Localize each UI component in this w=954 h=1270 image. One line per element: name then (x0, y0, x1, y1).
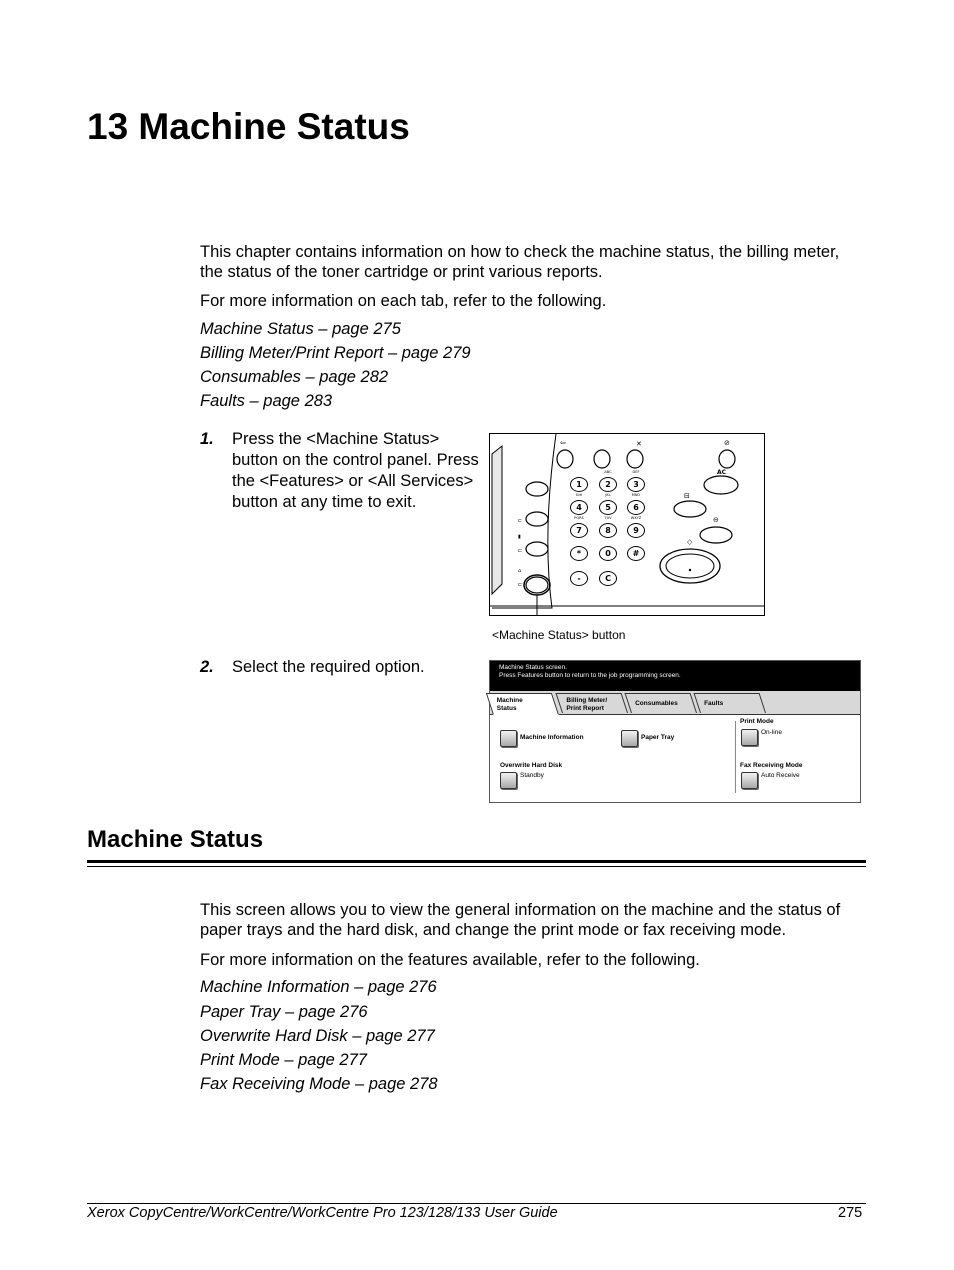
keypad-key[interactable]: 4 (570, 500, 588, 515)
svg-text:⊏: ⊏ (518, 548, 523, 554)
link-fax-receiving-mode[interactable]: Fax Receiving Mode – page 278 (200, 1075, 438, 1093)
intro-link-billing-meter[interactable]: Billing Meter/Print Report – page 279 (200, 344, 471, 362)
step-1-text: Press the <Machine Status> button on the control panel. Press the <Features> or <All Services> button at any time to exit. (232, 430, 479, 511)
start-button[interactable] (660, 549, 720, 583)
fax-receiving-mode-value: Auto Receive (761, 772, 800, 779)
svg-text:⇦: ⇦ (560, 439, 566, 447)
svg-text:⊟: ⊟ (684, 492, 690, 500)
intro-link-consumables[interactable]: Consumables – page 282 (200, 368, 389, 386)
keypad-key[interactable]: 7 (570, 523, 588, 538)
keypad-key-letters: MNO (631, 493, 641, 497)
machine-information-button[interactable] (500, 730, 517, 747)
keypad-key[interactable]: 3 (627, 477, 645, 492)
keypad-key[interactable]: 6 (627, 500, 645, 515)
keypad-key-letters: GHI (575, 493, 583, 497)
tab-bar (490, 691, 860, 715)
print-mode-button[interactable] (741, 729, 758, 746)
interrupt-button[interactable] (674, 501, 706, 517)
svg-text:✕: ✕ (636, 440, 642, 448)
machine-status-screen (489, 660, 861, 803)
link-machine-information[interactable]: Machine Information – page 276 (200, 978, 437, 996)
header-line-2: Press Features button to return to the job programming screen. (499, 672, 681, 679)
link-overwrite-hard-disk[interactable]: Overwrite Hard Disk – page 277 (200, 1027, 435, 1045)
control-panel-illustration (489, 433, 765, 616)
footer-guide-title: Xerox CopyCentre/WorkCentre/WorkCentre Pro 123/128/133 User Guide (87, 1205, 558, 1221)
keypad-key-letters: JKL (605, 493, 611, 497)
keypad-key[interactable]: - (570, 571, 588, 586)
tab-consumables[interactable]: Consumables (625, 693, 697, 713)
tab-billing-meter[interactable]: Billing Meter/ Print Report (556, 693, 628, 713)
overwrite-hard-disk-label: Overwrite Hard Disk (500, 762, 563, 769)
overwrite-hard-disk-button[interactable] (500, 772, 517, 789)
keypad-key-letters: ABC (604, 470, 612, 474)
keypad-key-letters: TUV (604, 516, 612, 520)
svg-text:▮: ▮ (518, 534, 521, 540)
keypad-key[interactable]: 2 (599, 477, 617, 492)
stop-button[interactable] (700, 527, 732, 543)
svg-text:⊘: ⊘ (724, 439, 730, 447)
keypad-key-letters: DEF (632, 470, 640, 474)
section-rule-thick (87, 860, 866, 863)
svg-text:⌂: ⌂ (518, 568, 522, 574)
paper-tray-button[interactable] (621, 730, 638, 747)
section-title: Machine Status (87, 826, 264, 853)
svg-text:⊏: ⊏ (518, 518, 523, 524)
section-refer-text: For more information on the features available, refer to the following. (200, 951, 700, 969)
footer-rule (87, 1203, 866, 1204)
intro-link-machine-status[interactable]: Machine Status – page 275 (200, 320, 401, 338)
intro-link-faults[interactable]: Faults – page 283 (200, 392, 333, 410)
fax-receiving-mode-label: Fax Receiving Mode (740, 762, 803, 769)
screen-divider (735, 721, 736, 793)
overwrite-hard-disk-value: Standby (520, 772, 544, 779)
keypad-key[interactable]: 5 (599, 500, 617, 515)
svg-text:⊏: ⊏ (518, 582, 523, 588)
tab-machine-status[interactable]: Machine Status (486, 693, 559, 715)
chapter-title: 13 Machine Status (87, 106, 410, 147)
svg-text:◇: ◇ (687, 538, 693, 546)
clear-all-button[interactable] (704, 476, 738, 494)
step-1-number: 1. (200, 430, 214, 448)
machine-status-button-caption: <Machine Status> button (492, 628, 626, 642)
link-paper-tray[interactable]: Paper Tray – page 276 (200, 1003, 368, 1021)
link-print-mode[interactable]: Print Mode – page 277 (200, 1051, 367, 1069)
section-rule-thin (87, 866, 866, 867)
svg-text:⊖: ⊖ (713, 516, 719, 524)
section-paragraph: This screen allows you to view the general information on the machine and the status of paper trays and the hard disk, and change the print mode or fax receiving mode. (200, 901, 841, 939)
fax-receiving-mode-button[interactable] (741, 772, 758, 789)
keypad-key-letters: WXYZ (630, 516, 642, 520)
keypad-key[interactable]: 0 (599, 546, 617, 561)
intro-refer-text: For more information on each tab, refer to the following. (200, 292, 607, 310)
keypad-key[interactable]: 9 (627, 523, 645, 538)
footer-page-number: 275 (838, 1205, 863, 1221)
print-mode-label: Print Mode (740, 718, 774, 725)
step-2-number: 2. (200, 658, 214, 676)
keypad-key[interactable]: 1 (570, 477, 588, 492)
keypad-key[interactable]: 8 (599, 523, 617, 538)
screen-header (490, 661, 860, 691)
header-line-1: Machine Status screen. (499, 664, 567, 671)
keypad-key[interactable]: * (570, 546, 588, 561)
paper-tray-label: Paper Tray (641, 734, 675, 741)
keypad-key[interactable]: # (627, 546, 645, 561)
ac-label: AC (717, 469, 727, 476)
keypad-key-letters: PQRS (574, 516, 584, 520)
tab-faults[interactable]: Faults (694, 693, 766, 713)
intro-paragraph: This chapter contains information on how to check the machine status, the billing meter, the status of the toner cartridge or print various reports. (200, 243, 840, 281)
step-2-text: Select the required option. (232, 658, 425, 676)
machine-information-label: Machine Information (520, 734, 584, 741)
keypad-key[interactable]: C (599, 571, 617, 586)
print-mode-value: On-line (761, 729, 782, 736)
